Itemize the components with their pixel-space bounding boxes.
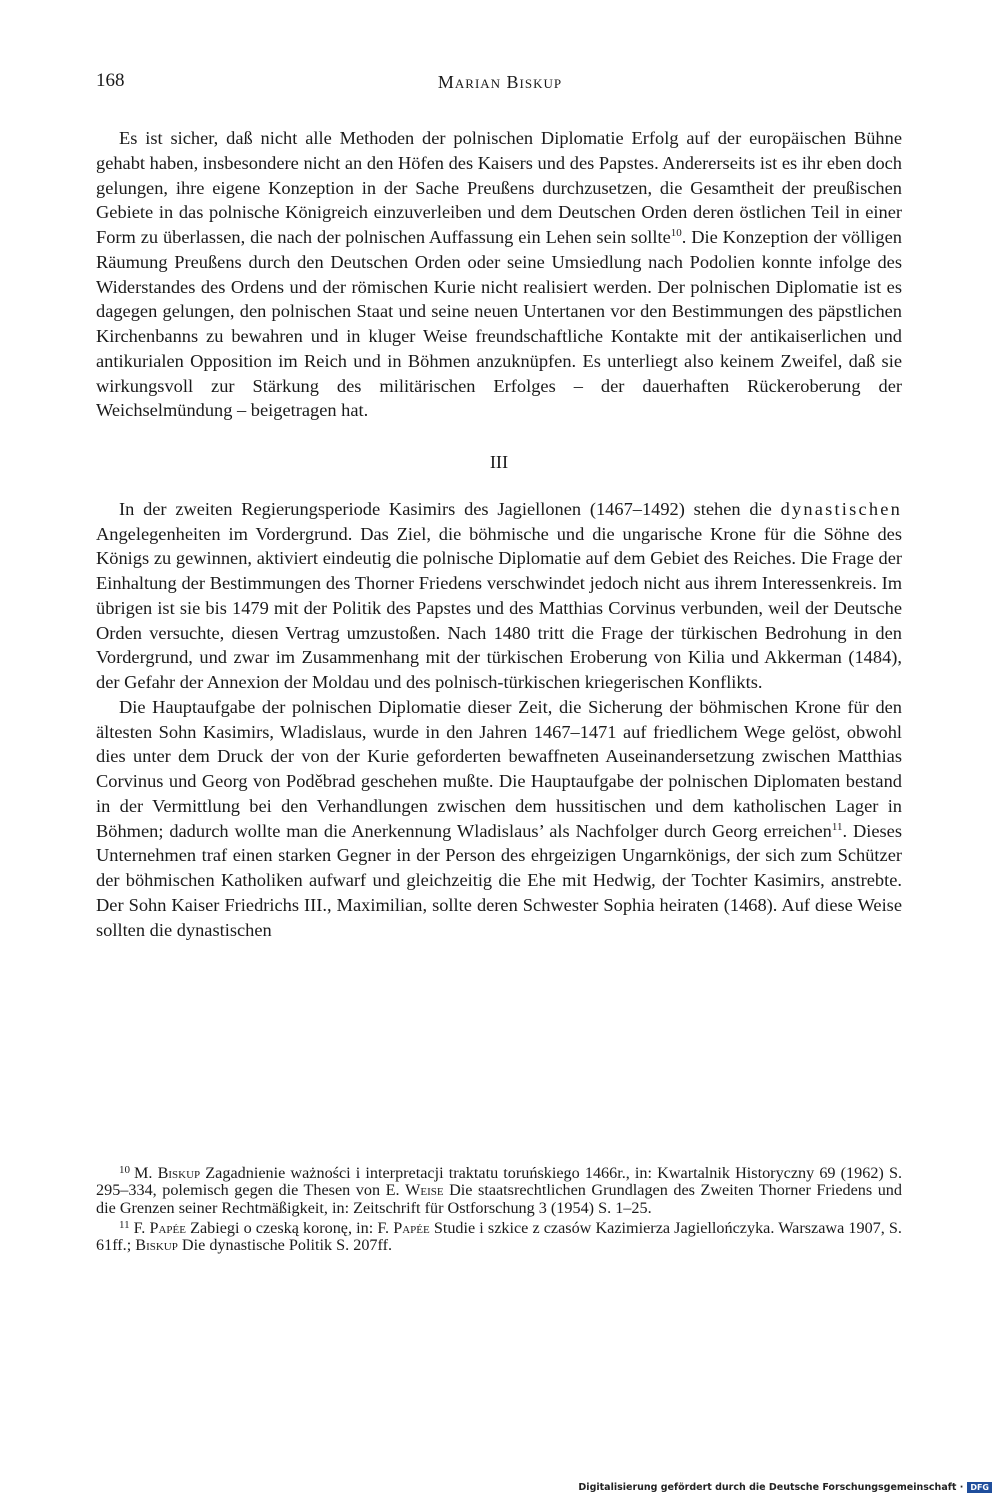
footnote-author: Papée [149,1218,186,1237]
footnote-author: Biskup [135,1236,178,1255]
footnote-number: 10 [119,1164,130,1176]
footnote-text: Die dynastische Politik S. 207ff. [177,1236,393,1255]
paragraph-2 [96,497,902,695]
paragraph-3-text-b: . Dieses Unternehmen traf einen starken Gegner in der Person des ehrgeizigen Ungarnkönigs, der sich zum Schützer der böhmischen Katholiken aufwarf und gleichzeitig die Ehe mit Hedwig, der Tochter Kasimirs, anstrebte. Der Sohn Kaiser Friedrichs III., Maximilian, sollte deren Schwester Sophia heiraten (1468). Auf diese Weise sollten die dynastischen [96,820,902,940]
banner-text: Digitalisierung gefördert durch die Deutsche Forschungsgemeinschaft · [578,1482,964,1493]
footnote-author: Papée [393,1218,430,1237]
paragraph-3 [96,695,902,943]
emphasized-word: dynastischen [780,498,902,519]
footnote-text: Studie i szkice z czasów Kazimierza Jagiellończyka. Warszawa 1907, S. 61ff.; [96,1218,902,1255]
page-number: 168 [96,70,125,91]
digitization-banner [578,1482,992,1493]
paragraph-2-text-a: In der zweiten Regierungsperiode Kasimirs des Jagiellonen (1467–1492) stehen die [119,498,781,519]
section-heading: III [489,452,509,472]
footnote-text: Die staatsrechtlichen Grundlagen des Zweiten Thorner Friedens und die Grenzen seiner Rechtmäßigkeit, in: Zeitschrift für Ostforschung 3 (1954) S. 1–25. [96,1181,902,1217]
dfg-logo-icon: DFG [967,1482,992,1493]
footnote-ref-11[interactable]: 11 [831,820,843,833]
footnote-text: F. [133,1218,150,1237]
footnote-author: Biskup [157,1164,201,1182]
footnote-ref-10[interactable]: 10 [670,227,682,239]
running-head [0,72,1000,93]
paragraph-1 [96,126,902,423]
paragraph-3-text-a: Die Hauptaufgabe der polnischen Diplomatie dieser Zeit, die Sicherung der böhmischen Krone für den ältesten Sohn Kasimirs, Wladislaus, wurde in den Jahren 1467–1471 auf friedlichem Wege gelöst, obwohl dies unter dem Druck der von der Kurie geforderten bewaffneten Auseinandersetzung zwischen Matthias Corvinus und Georg von Poděbrad geschehen mußte. Die Hauptaufgabe der polnischen Diplomaten bestand in der Vermittlung bei den Verhandlungen zwischen dem hussitischen und dem katholischen Lager in Böhmen; dadurch wollte man die Anerkennung Wladislaus’ als Nachfolger durch Georg erreichen [96,696,902,841]
footnote-11 [96,1217,902,1255]
footnote-10 [96,1162,902,1217]
running-head-author: Marian Biskup [437,72,563,92]
footnotes [96,1162,902,1254]
footnote-text: Zabiegi o czeską koronę, in: F. [185,1218,394,1237]
footnote-text: Zagadnienie ważności i interpretacji traktatu toruńskiego 1466r., in: Kwartalnik Historyczny 69 (1962) S. 295–334, polemisch gegen die Thesen von E. [96,1164,902,1200]
paragraph-1-text-a: Es ist sicher, daß nicht alle Methoden der polnischen Diplomatie Erfolg auf der europäischen Bühne gehabt haben, insbesondere nicht an den Höfen des Kaisers und des Papstes. Andererseits ist es ihr eben doch gelungen, ihre eigene Konzeption in der Sache Preußens durchzusetzen, die Gesamtheit der preußischen Gebiete in das polnische Königreich einzuverleiben und dem Deutschen Orden deren östlichen Teil in einer Form zu überlassen, die nach der polnischen Auffassung ein Lehen sein sollte [96,128,902,247]
paragraph-1-text-b: . Die Konzeption der völligen Räumung Preußens durch den Deutschen Orden oder seine Umsiedlung nach Podolien konnte infolge des Widerstandes des Ordens und der römischen Kurie nicht realisiert werden. Der polnischen Diplomatie ist es dagegen gelungen, den polnischen Staat und seine neuen Untertanen vor den Bestimmungen des päpstlichen Kirchenbanns zu bewahren und in kluger Weise freundschaftliche Kontakte mit der antikaiserlichen und antikurialen Opposition im Reich und in Böhmen anzuknüpfen. Es unterliegt also keinem Zweifel, daß sie wirkungsvoll zur Stärkung des militärischen Erfolges – der dauerhaften Rückeroberung der Weichselmündung – beigetragen hat. [96,227,902,421]
main-text [96,126,902,942]
footnote-number: 11 [119,1218,130,1231]
footnote-author: Weise [405,1181,444,1200]
paragraph-2-text-b: Angelegenheiten im Vordergrund. Das Ziel, die böhmische und die ungarische Krone für die Söhne des Königs zu gewinnen, aktiviert eindeutig die polnische Diplomatie auf dem Gebiet des Reiches. Die Frage der Einhaltung der Bestimmungen des Thorner Friedens verschwindet jedoch nicht aus ihrem Interessenkreis. Im übrigen ist sie bis 1479 mit der Politik des Papstes und des Matthias Corvinus verbunden, weil der Deutsche Orden versuchte, diesen Vertrag umzustoßen. Nach 1480 tritt die Frage der türkischen Bedrohung in den Vordergrund, und zwar im Zusammenhang mit der türkischen Eroberung von Kilia und Akkerman (1484), der Gefahr der Annexion der Moldau und des polnisch-türkischen kriegerischen Konflikts. [96,523,902,692]
footnote-text: M. [134,1164,158,1182]
